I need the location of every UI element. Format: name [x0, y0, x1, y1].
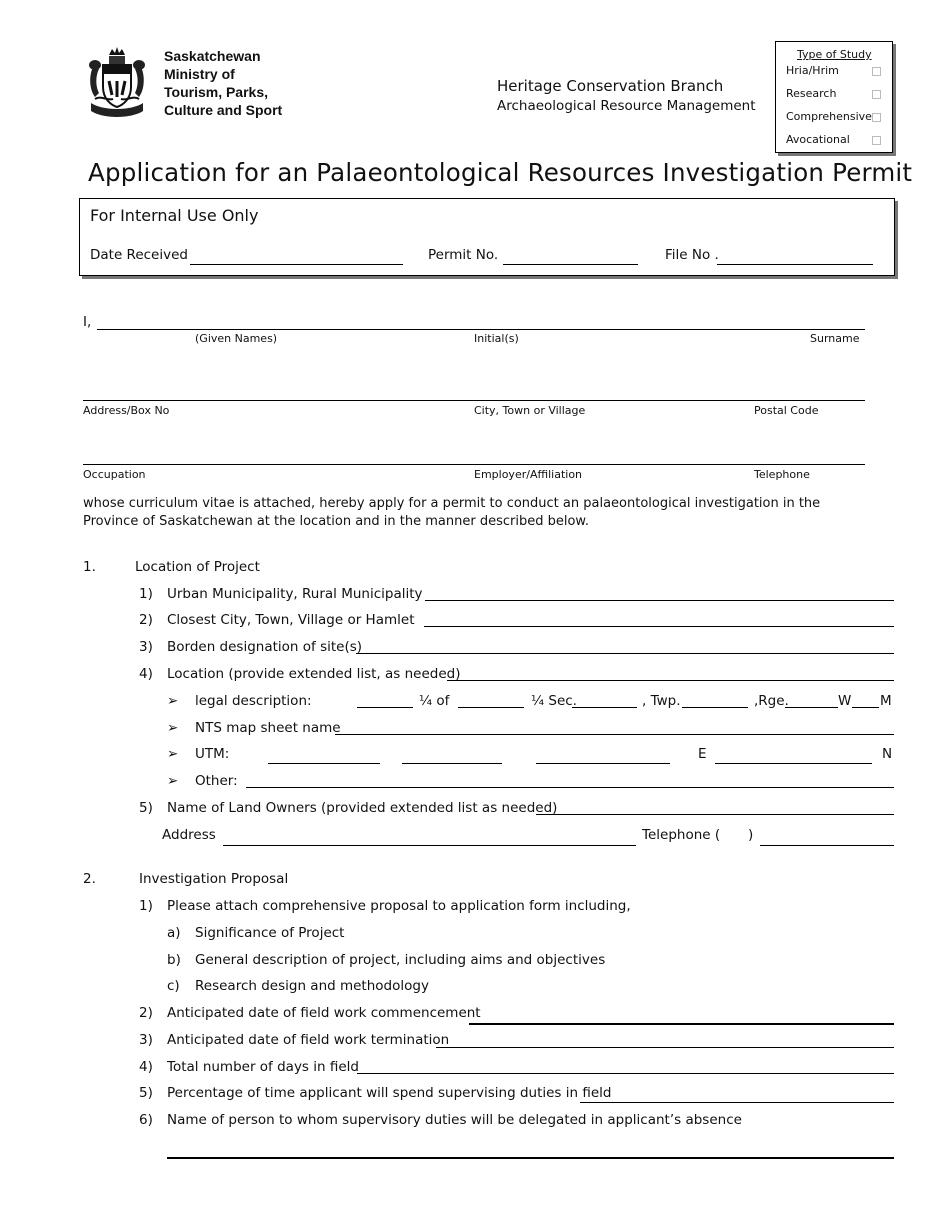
item-number: 6) — [139, 1112, 153, 1128]
study-option-checkbox[interactable] — [872, 136, 881, 145]
telephone-close: ) — [748, 827, 754, 843]
date-received-field[interactable] — [190, 264, 403, 265]
subitem-label: Research design and methodology — [195, 978, 429, 994]
occupation-label: Occupation — [83, 468, 146, 481]
study-option-label: Hria/Hrim — [786, 64, 839, 77]
utm-zone-field[interactable] — [268, 763, 380, 764]
quarter-of-label: ¼ of — [419, 693, 450, 709]
range-label: ,Rge. — [754, 693, 789, 709]
subitem-label: Significance of Project — [195, 925, 345, 941]
section-field[interactable] — [572, 707, 637, 708]
termination-date-field[interactable] — [436, 1047, 894, 1048]
date-received-label: Date Received — [90, 247, 188, 263]
study-option-checkbox[interactable] — [872, 67, 881, 76]
item-label: Closest City, Town, Village or Hamlet — [167, 612, 415, 628]
file-no-field[interactable] — [717, 264, 873, 265]
occupation-field[interactable] — [83, 464, 865, 465]
type-of-study-title: Type of Study — [797, 48, 872, 61]
utm-field[interactable] — [402, 763, 502, 764]
declaration-line: Province of Saskatchewan at the location and in the manner described below. — [83, 514, 589, 529]
days-in-field-field[interactable] — [357, 1073, 894, 1074]
study-option-label: Avocational — [786, 133, 850, 146]
quarter-sec-label: ¼ Sec. — [531, 693, 577, 709]
section-title: Location of Project — [135, 559, 260, 575]
address-label: Address — [162, 827, 216, 843]
initials-label: Initial(s) — [474, 332, 519, 345]
commencement-date-field[interactable] — [469, 1023, 894, 1025]
item-number: 2) — [139, 612, 153, 628]
internal-use-box — [79, 198, 895, 276]
item-number: 1) — [139, 586, 153, 602]
address-field[interactable] — [83, 400, 865, 401]
other-label: Other: — [195, 773, 238, 789]
subitem-number: c) — [167, 978, 180, 994]
legal-description-label: legal description: — [195, 693, 312, 709]
item-number: 3) — [139, 1032, 153, 1048]
owner-telephone-field[interactable] — [760, 845, 894, 846]
utm-field[interactable] — [536, 763, 670, 764]
internal-use-heading: For Internal Use Only — [90, 206, 259, 225]
given-names-label: (Given Names) — [195, 332, 278, 345]
bullet-arrow-icon: ➢ — [167, 720, 179, 736]
city-label: City, Town or Village — [474, 404, 586, 417]
closest-city-field[interactable] — [424, 626, 894, 627]
employer-label: Employer/Affiliation — [474, 468, 583, 481]
township-label: , Twp. — [642, 693, 681, 709]
telephone-label: Telephone — [754, 468, 810, 481]
municipality-field[interactable] — [425, 600, 894, 601]
range-field[interactable] — [785, 707, 838, 708]
utm-northing-field[interactable] — [715, 763, 872, 764]
meridian-label: M — [880, 693, 892, 709]
applicant-name-field[interactable] — [97, 329, 865, 330]
nts-field[interactable] — [335, 734, 894, 735]
ministry-line: Ministry of — [164, 66, 235, 82]
land-owners-field[interactable] — [536, 814, 894, 815]
location-field[interactable] — [447, 680, 894, 681]
item-label: Name of Land Owners (provided extended list as needed) — [167, 800, 558, 816]
owner-address-field[interactable] — [223, 845, 636, 846]
bullet-arrow-icon: ➢ — [167, 693, 179, 709]
item-label: Borden designation of site(s) — [167, 639, 363, 655]
item-label: Location (provide extended list, as needed) — [167, 666, 461, 682]
legal-quarter-section-field[interactable] — [458, 707, 524, 708]
meridian-field[interactable] — [852, 707, 879, 708]
bullet-arrow-icon: ➢ — [167, 773, 179, 789]
item-label: Urban Municipality, Rural Municipality — [167, 586, 423, 602]
coat-of-arms-icon — [85, 45, 149, 121]
ministry-line: Culture and Sport — [164, 102, 283, 118]
subitem-label: General description of project, including aims and objectives — [195, 952, 606, 968]
department-name: Archaeological Resource Management — [497, 98, 756, 114]
file-no-label: File No . — [665, 247, 719, 263]
item-label: Anticipated date of field work commencement — [167, 1005, 481, 1021]
study-option-checkbox[interactable] — [872, 90, 881, 99]
west-label: W — [838, 693, 852, 709]
item-number: 2) — [139, 1005, 153, 1021]
branch-name: Heritage Conservation Branch — [497, 77, 724, 95]
address-label: Address/Box No — [83, 404, 170, 417]
study-option-checkbox[interactable] — [872, 113, 881, 122]
ministry-line: Tourism, Parks, — [164, 84, 269, 100]
easting-label: E — [698, 746, 707, 762]
applicant-prefix: I, — [83, 314, 92, 330]
subitem-number: b) — [167, 952, 181, 968]
other-field[interactable] — [246, 787, 894, 788]
item-number: 4) — [139, 666, 153, 682]
permit-no-label: Permit No. — [428, 247, 499, 263]
item-number: 3) — [139, 639, 153, 655]
form-title: Application for an Palaeontological Resources Investigation Permit — [88, 158, 913, 187]
item-label: Name of person to whom supervisory duties will be delegated in applicant’s absence — [167, 1112, 742, 1128]
item-number: 4) — [139, 1059, 153, 1075]
permit-no-field[interactable] — [503, 264, 638, 265]
township-field[interactable] — [682, 707, 748, 708]
utm-label: UTM: — [195, 746, 230, 762]
section-number: 1. — [83, 559, 96, 575]
telephone-label: Telephone ( — [642, 827, 721, 843]
item-label: Percentage of time applicant will spend supervising duties in field — [167, 1085, 612, 1101]
subitem-number: a) — [167, 925, 181, 941]
item-label: Anticipated date of field work termination — [167, 1032, 450, 1048]
item-number: 5) — [139, 800, 153, 816]
borden-designation-field[interactable] — [356, 653, 894, 654]
postal-code-label: Postal Code — [754, 404, 819, 417]
item-number: 1) — [139, 898, 153, 914]
study-option-label: Comprehensive — [786, 110, 872, 123]
section-number: 2. — [83, 871, 96, 887]
item-number: 5) — [139, 1085, 153, 1101]
item-label: Please attach comprehensive proposal to application form including, — [167, 898, 631, 914]
surname-label: Surname — [810, 332, 860, 345]
section-title: Investigation Proposal — [139, 871, 289, 887]
declaration-line: whose curriculum vitae is attached, hereby apply for a permit to conduct an palaeontological investigation in the — [83, 496, 821, 511]
type-of-study-box — [775, 41, 893, 153]
supervising-percentage-field[interactable] — [580, 1102, 894, 1103]
legal-quarter-field[interactable] — [357, 707, 413, 708]
ministry-name — [164, 47, 282, 119]
delegate-name-field[interactable] — [167, 1157, 894, 1159]
northing-label: N — [882, 746, 893, 762]
nts-label: NTS map sheet name — [195, 720, 341, 736]
ministry-line: Saskatchewan — [164, 48, 261, 64]
study-option-label: Research — [786, 87, 837, 100]
bullet-arrow-icon: ➢ — [167, 746, 179, 762]
item-label: Total number of days in field — [167, 1059, 359, 1075]
